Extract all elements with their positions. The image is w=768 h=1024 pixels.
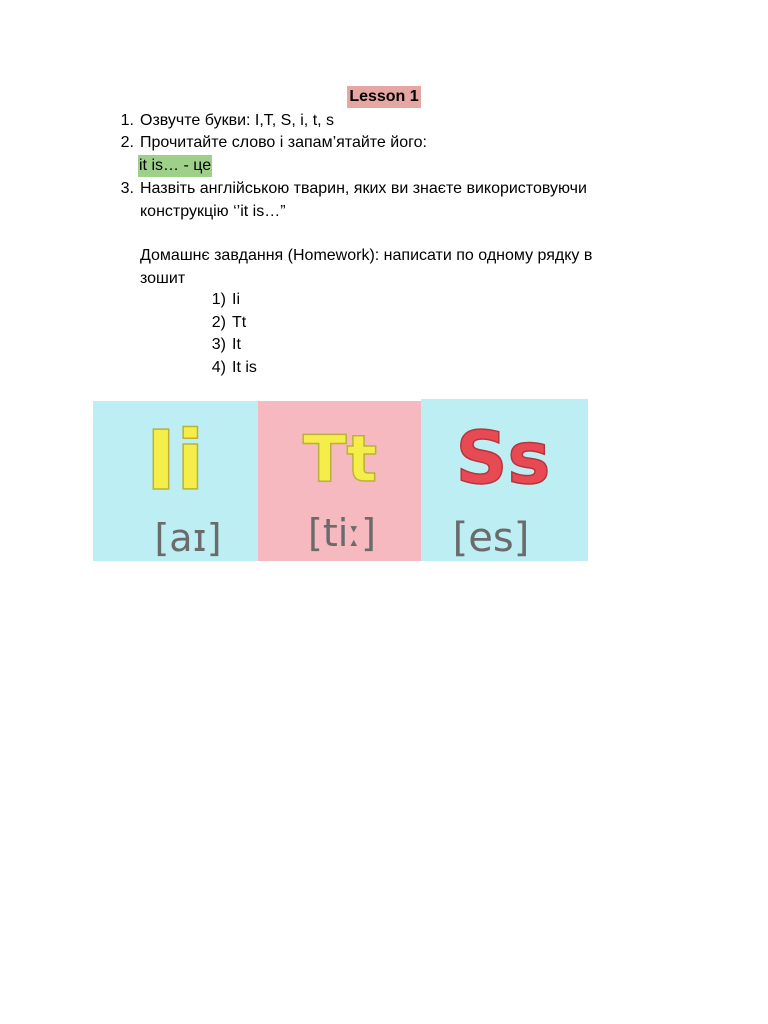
list-number-1: 1. [120, 112, 134, 129]
homework-text-line-1: Домашнє завдання (Homework): написати по одному рядку в [140, 247, 593, 264]
letter-card-s [421, 399, 588, 561]
homework-subitem-number-2: 2) [211, 314, 226, 331]
highlighted-phrase: it is… - це [138, 155, 212, 177]
homework-subitem-number-4: 4) [211, 359, 226, 376]
title-row [0, 86, 768, 108]
homework-subitem-4: It is [232, 359, 257, 376]
homework-subitem-number-3: 3) [211, 336, 226, 353]
list-item-2-text: Прочитайте слово і запам’ятайте його: [140, 134, 427, 151]
list-number-3: 3. [120, 180, 134, 197]
list-item-3-text-line-2: конструкцію ‘’it is…” [140, 203, 286, 220]
list-item-3-text-line-1: Назвіть англійською тварин, яких ви знаєте використовуючи [140, 180, 587, 197]
homework-text-line-2: зошит [140, 270, 186, 287]
card-letters-t: Tt [302, 423, 378, 497]
list-item-1-text: Озвучте букви: I,T, S, i, t, s [140, 112, 335, 129]
list-number-2: 2. [120, 134, 134, 151]
homework-subitem-1: Ii [232, 291, 240, 308]
card-letters-s: Ss [455, 416, 551, 500]
lesson-title: Lesson 1 [347, 86, 420, 108]
card-phonetic-t: [tiː] [308, 511, 376, 555]
letter-cards-image [93, 401, 588, 561]
card-letters-i: Ii [145, 414, 205, 509]
homework-subitem-2: Tt [232, 314, 247, 331]
letter-card-i [93, 401, 258, 561]
letter-card-t [258, 401, 421, 561]
homework-subitem-3: It [232, 336, 241, 353]
homework-subitem-number-1: 1) [211, 291, 226, 308]
card-phonetic-s: [es] [452, 515, 530, 561]
card-phonetic-i: [aɪ] [154, 516, 222, 560]
